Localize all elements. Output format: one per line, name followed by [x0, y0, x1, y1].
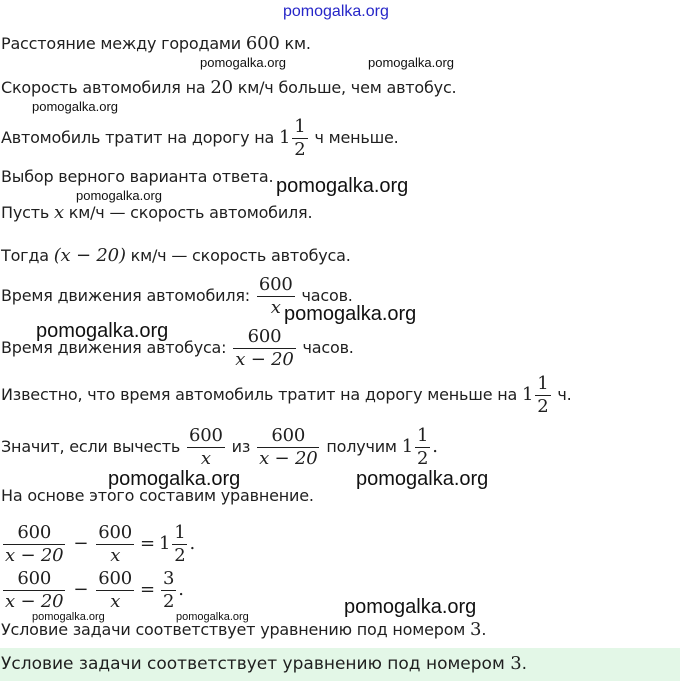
math-operator: = — [140, 533, 155, 554]
math-number: 3 — [470, 619, 482, 640]
text: Условие задачи соответствует уравнению под номером — [1, 654, 511, 674]
text: ч. — [552, 385, 572, 404]
text-choose-answer: Выбор верного варианта ответа. — [1, 167, 274, 186]
text: км/ч — скорость автобуса. — [125, 246, 351, 265]
math-operator: = — [140, 579, 155, 600]
text: Известно, что время автомобиль тратит на дорогу меньше на — [1, 385, 523, 404]
math-whole: 1 — [522, 384, 534, 405]
fraction-numerator: 600 — [98, 522, 133, 543]
text-subtract — [1, 425, 438, 470]
fraction — [257, 274, 295, 319]
fraction-numerator: 600 — [258, 274, 293, 295]
equation-1 — [1, 522, 195, 567]
text: Автомобиль тратит на дорогу на — [1, 128, 280, 147]
fraction-denominator: x − 20 — [5, 545, 64, 566]
fraction-denominator: x — [110, 591, 121, 612]
fraction-numerator: 600 — [3, 568, 65, 591]
fraction-numerator: 1 — [294, 116, 306, 137]
text-car-time — [1, 274, 353, 319]
text: км/ч больше, чем автобус. — [232, 78, 457, 97]
text: . — [481, 620, 487, 639]
math-whole: 1 — [158, 533, 171, 554]
fraction — [535, 373, 550, 418]
fraction-numerator: 600 — [3, 522, 65, 545]
text: Пусть — [1, 203, 54, 222]
fraction-numerator: 600 — [257, 425, 319, 448]
text: получим — [321, 437, 402, 456]
fraction-denominator: 2 — [294, 139, 306, 160]
answer-box — [0, 648, 680, 681]
fraction-denominator: x − 20 — [259, 448, 318, 469]
fraction-denominator: x — [270, 297, 281, 318]
math-expression: (x − 20) — [53, 245, 126, 266]
fraction-numerator: 1 — [416, 425, 429, 446]
watermark: pomogalka.org — [283, 3, 389, 20]
text: Скорость автомобиля на — [1, 78, 211, 97]
watermark: pomogalka.org — [344, 596, 477, 618]
fraction-denominator: 2 — [416, 448, 429, 469]
equation-2 — [1, 568, 184, 613]
math-number: 20 — [210, 77, 233, 98]
math-whole: 1 — [279, 127, 291, 148]
fraction-numerator: 600 — [189, 425, 223, 446]
fraction — [233, 326, 295, 371]
fraction-denominator: x — [110, 545, 121, 566]
math-operator: − — [73, 579, 89, 600]
fraction-numerator: 1 — [537, 373, 549, 394]
text: из — [226, 437, 256, 456]
fraction — [3, 522, 65, 567]
text: часов. — [297, 338, 354, 357]
text-distance — [1, 34, 311, 54]
watermark: pomogalka.org — [284, 303, 417, 325]
watermark: pomogalka.org — [76, 188, 162, 203]
fraction-numerator: 1 — [174, 522, 186, 543]
fraction-denominator: 2 — [162, 591, 175, 612]
text: Время движения автобуса: — [1, 338, 232, 357]
fraction — [3, 568, 65, 613]
watermark: pomogalka.org — [108, 468, 241, 490]
watermark: pomogalka.org — [356, 468, 489, 490]
math-variable: x — [53, 202, 64, 223]
text-bus-speed — [1, 246, 351, 266]
text: ч меньше. — [309, 128, 399, 147]
fraction — [172, 522, 187, 567]
text: Время движения автомобиля: — [1, 286, 255, 305]
text-compose-equation: На основе этого составим уравнение. — [1, 486, 314, 505]
text: часов. — [296, 286, 353, 305]
watermark: pomogalka.org — [32, 99, 118, 114]
text: Значит, если вычесть — [1, 437, 186, 456]
fraction — [415, 425, 430, 470]
text-speed-difference — [1, 78, 456, 98]
text: км/ч — скорость автомобиля. — [63, 203, 313, 222]
watermark: pomogalka.org — [200, 55, 286, 70]
text-time-difference — [1, 116, 399, 161]
text-let-x — [1, 203, 312, 223]
fraction — [187, 425, 225, 470]
fraction-numerator: 600 — [98, 568, 133, 589]
fraction — [161, 568, 176, 613]
watermark: pomogalka.org — [36, 320, 169, 342]
watermark: pomogalka.org — [32, 611, 105, 623]
fraction — [292, 116, 307, 161]
text: . — [432, 436, 438, 457]
fraction-numerator: 600 — [233, 326, 295, 349]
text: Условие задачи соответствует уравнению под номером — [1, 620, 471, 639]
fraction — [96, 568, 134, 613]
text: Расстояние между городами — [1, 34, 246, 53]
text: км. — [279, 34, 311, 53]
math-number: 600 — [245, 33, 280, 54]
text: . — [178, 579, 184, 600]
watermark: pomogalka.org — [368, 55, 454, 70]
math-operator: − — [73, 533, 89, 554]
math-whole: 1 — [401, 436, 413, 457]
text: Тогда — [1, 246, 54, 265]
fraction-numerator: 3 — [162, 568, 175, 589]
text-bus-time — [1, 326, 354, 371]
answer-text — [1, 654, 527, 674]
fraction — [96, 522, 134, 567]
math-number: 3 — [510, 653, 522, 674]
fraction-denominator: x − 20 — [5, 591, 64, 612]
fraction-denominator: x — [200, 448, 211, 469]
text-known-difference — [1, 373, 572, 418]
text: . — [189, 533, 195, 554]
text: . — [521, 654, 528, 674]
text-condition-matches — [1, 620, 486, 640]
fraction-denominator: 2 — [174, 545, 186, 566]
fraction — [257, 425, 319, 470]
fraction-denominator: x − 20 — [235, 349, 294, 370]
fraction-denominator: 2 — [537, 396, 549, 417]
watermark: pomogalka.org — [276, 175, 409, 197]
watermark: pomogalka.org — [176, 611, 249, 623]
